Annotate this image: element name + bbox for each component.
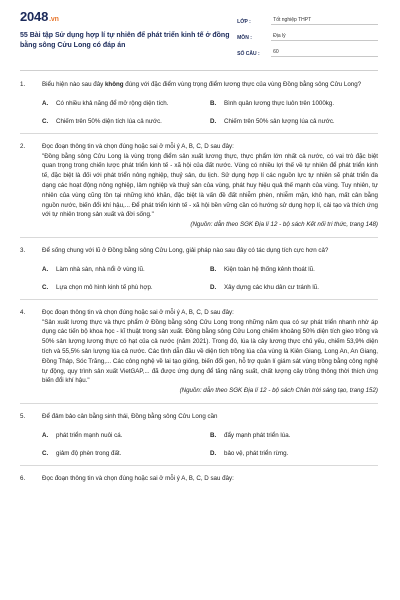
option-d[interactable]: D. bảo vệ, phát triển rừng. <box>210 449 289 457</box>
question-list <box>20 80 378 484</box>
meta-label: MÔN : <box>237 35 252 41</box>
option-b[interactable]: B. Bình quân lương thực luôn trên 1000kg. <box>210 99 335 107</box>
option-c[interactable]: C. Lựa chọn mô hình kinh tế phù hợp. <box>42 283 153 291</box>
reading-passage: "Đồng bằng sông Cửu Long là vùng trọng điểm sản xuất lương thực, thực phẩm lớn nhất cả nước, có vai trò đặc biệt quan trọng trong chiến lược phát triển kinh tế - xã hội của đất nước. Vùng có nhiều lợi thế về tự nhiên để phát triển kinh tế, đặc biệt là đối với phát triển nông nghiệp, thuỷ sản, du lịch. Sử dụng hợp lí các nguồn lực tự nhiên sẽ phát triển đa dạng các hoạt động nông nghiệp, lâm nghiệp và thuỷ sản của vùng, phát huy hiệu quả thế mạnh của vùng. Tuy nhiên, tự nhiên của vùng cũng tồn tại những khó khăn, đặc biệt là vấn đề đất nhiễm phèn, nhiễm mặn, khô hạn, mất cân bằng nguồn nước, biến đổi khí hậu,... Để phát triển kinh tế - xã hội bền vững cần có hướng sử dụng hợp lí, cải tạo và thích ứng với tự nhiên trong sản xuất và đời sống." <box>42 152 378 219</box>
reading-passage: "Sản xuất lương thực và thực phẩm ở Đồng bằng sông Cửu Long trong những năm qua có sự phát triển nhanh nhờ áp dụng các tiến bộ khoa học - kĩ thuật trong sản xuất. Đồng bằng sông Cửu Long chiếm khoảng 50% diện tích gieo trồng và 50% sản lượng lương thực có hạt của cả nước (năm 2021). Trong đó, lúa là cây lương thực chủ yếu, chiếm 53,9% diện tích và 55,5% sản lượng lúa cả nước. Các tỉnh dẫn đầu về diện tích trồng lúa của vùng là Kiên Giang, Long An, An Giang, Đồng Tháp, Sóc Trăng,... Các công nghệ về lai tạo giống, biến đổi gen, hỗ trợ quản lí giám sát vùng trồng bằng công nghệ tự động, quy trình sản xuất VietGAP,... đã được ứng dụng để tăng năng suất, chất lượng cây trồng thông thời thích ứng biến đổi khí hậu." <box>42 318 378 385</box>
meta-row-count <box>237 43 378 59</box>
question-text: Đọc đoạn thông tin và chọn đúng hoặc sai ở mỗi ý A, B, C, D sau đây: <box>42 474 234 482</box>
document-meta <box>237 11 378 64</box>
logo-suffix: .vn <box>49 16 59 23</box>
question-3 <box>20 246 378 292</box>
option-b[interactable]: B. Kiện toàn hệ thống kênh thoát lũ. <box>210 265 315 273</box>
meta-row-class <box>237 11 378 27</box>
question-6 <box>20 474 378 484</box>
question-5 <box>20 412 378 458</box>
emphasis-not: không <box>104 81 124 88</box>
option-c[interactable]: C. Chiếm trên 50% diện tích lúa cả nước. <box>42 117 162 125</box>
meta-label: LỚP : <box>237 19 251 25</box>
question-number: 2. <box>20 142 26 150</box>
question-text: Biểu hiện nào sau đây không đúng với đặc điểm vùng trọng điểm lương thực của vùng Đồng bằng sông Cửu Long? <box>42 81 362 88</box>
passage-source: (Nguồn: dẫn theo SGK Địa lí 12 - bộ sách Kết nối tri thức, trang 148) <box>190 221 378 229</box>
question-number: 4. <box>20 308 26 316</box>
header-left <box>20 9 237 64</box>
header-divider <box>20 70 378 71</box>
question-separator <box>20 403 378 404</box>
question-1 <box>20 80 378 126</box>
question-number: 1. <box>20 81 26 88</box>
meta-value: 60 <box>271 49 378 57</box>
page-header <box>20 0 378 64</box>
option-d[interactable]: D. Chiếm trên 50% sản lượng lúa cả nước. <box>210 117 335 125</box>
question-number: 3. <box>20 246 26 254</box>
option-a[interactable]: A. Có nhiều khả năng để mở rộng diện tích. <box>42 99 169 107</box>
option-b[interactable]: B. đẩy mạnh phát triển lúa. <box>210 431 291 439</box>
question-number: 6. <box>20 474 26 482</box>
meta-row-subject <box>237 27 378 43</box>
question-separator <box>20 133 378 134</box>
question-text: Đọc đoạn thông tin và chọn đúng hoặc sai ở mỗi ý A, B, C, D sau đây: <box>42 308 234 316</box>
site-logo[interactable] <box>20 9 237 28</box>
question-2 <box>20 142 378 230</box>
meta-label: SỐ CÂU : <box>237 51 260 57</box>
question-text: Để sống chung với lũ ở Đồng bằng sông Cửu Long, giải pháp nào sau đây có tác dụng tích cực hơn cả? <box>42 246 329 254</box>
question-number: 5. <box>20 412 26 420</box>
question-text: Đọc đoạn thông tin và chọn đúng hoặc sai ở mỗi ý A, B, C, D sau đây: <box>42 142 234 150</box>
question-text: Để đảm bảo cân bằng sinh thái, Đồng bằng sông Cửu Long cần <box>42 412 218 420</box>
logo-text: 2048 <box>20 9 49 24</box>
question-4 <box>20 308 378 396</box>
question-separator <box>20 299 378 300</box>
meta-value: Tốt nghiệp THPT <box>271 17 378 25</box>
option-c[interactable]: C. giảm độ phèn trong đất. <box>42 449 122 457</box>
option-d[interactable]: D. Xây dựng các khu dân cư tránh lũ. <box>210 283 319 291</box>
options-grid <box>42 265 378 292</box>
meta-value: Địa lý <box>271 33 378 41</box>
option-a[interactable]: A. phát triển mạnh nuôi cá. <box>42 431 123 439</box>
document-title: 55 Bài tập Sử dụng hợp lí tự nhiên để phát triển kinh tế ở đồng bằng sông Cửu Long có đáp án <box>20 32 230 49</box>
passage-source: (Nguồn: dẫn theo SGK Địa lí 12 - bộ sách Chân trời sáng tạo, trang 152) <box>179 387 378 395</box>
question-separator <box>20 465 378 466</box>
options-grid <box>42 99 378 126</box>
option-a[interactable]: A. Làm nhà sàn, nhà nổi ở vùng lũ. <box>42 265 145 273</box>
question-separator <box>20 237 378 238</box>
options-grid <box>42 431 378 458</box>
